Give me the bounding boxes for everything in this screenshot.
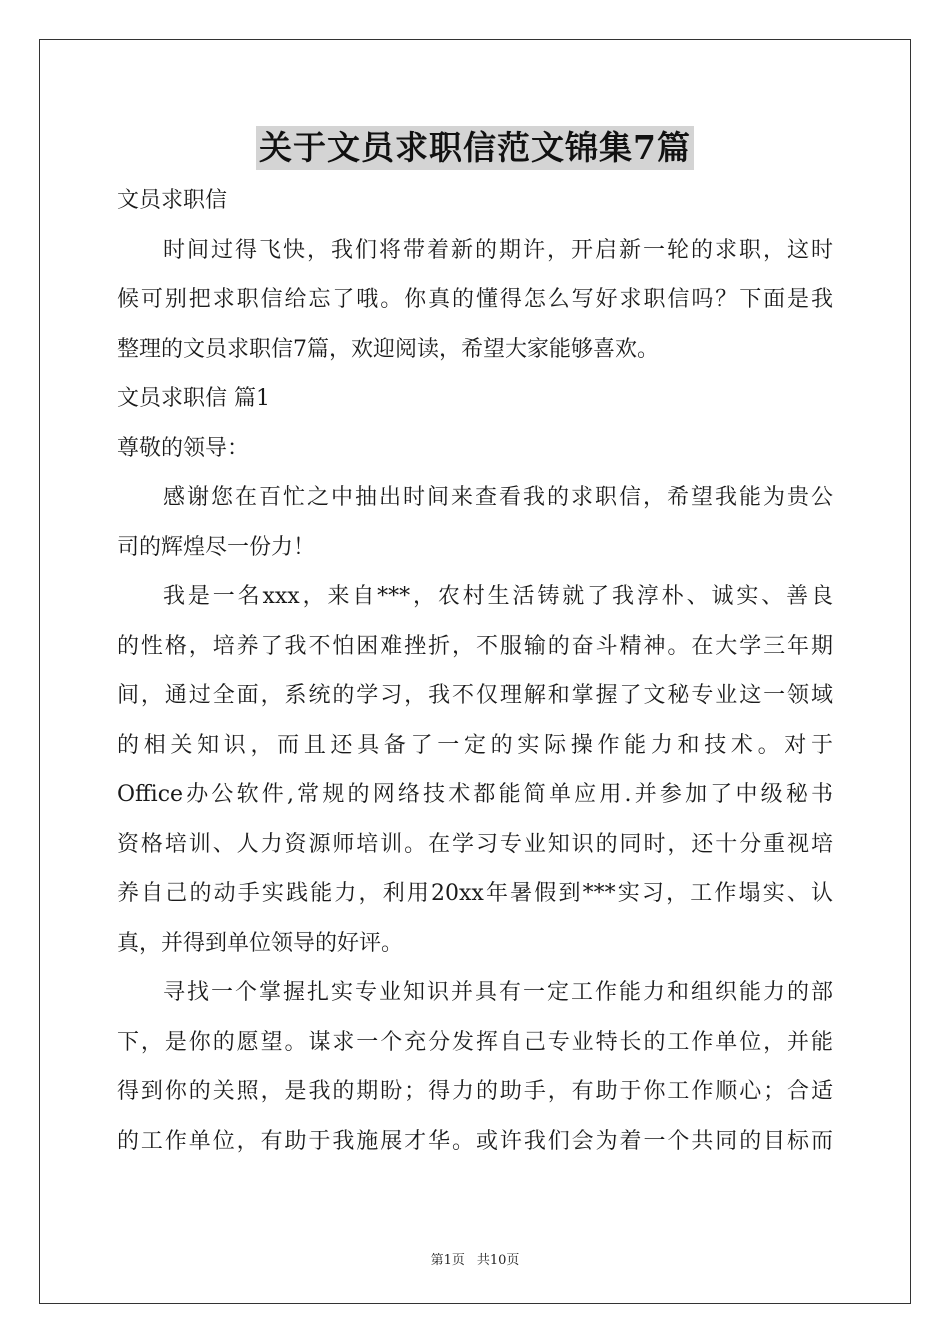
section-heading: 文员求职信 篇1 [117, 386, 270, 411]
body-line: 时间过得飞快，我们将带着新的期许，开启新一轮的求职，这时 [163, 237, 833, 263]
body-line: 文员求职信 [117, 188, 228, 213]
document-body [117, 176, 833, 1166]
body-line: 感谢您在百忙之中抽出时间来查看我的求职信，希望我能为贵公 [163, 485, 833, 510]
body-line: Office办公软件,常规的网络技术都能简单应用.并参加了中级秘书 [117, 782, 833, 807]
body-line: 候可别把求职信给忘了哦。你真的懂得怎么写好求职信吗？下面是我 [117, 287, 833, 312]
body-line: 的性格，培养了我不怕困难挫折，不服输的奋斗精神。在大学三年期 [117, 633, 833, 659]
document-title: 关于文员求职信范文锦集7篇 [256, 126, 694, 170]
body-line: 寻找一个掌握扎实专业知识并具有一定工作能力和组织能力的部 [163, 980, 833, 1005]
body-line: 真，并得到单位领导的好评。 [117, 930, 404, 956]
body-line: 司的辉煌尽一份力！ [117, 534, 316, 560]
page-footer [0, 1249, 950, 1268]
title-wrapper [0, 126, 950, 170]
salutation: 尊敬的领导： [117, 435, 250, 461]
body-line: 间，通过全面，系统的学习，我不仅理解和掌握了文秘专业这一领域 [117, 683, 833, 708]
body-line: 整理的文员求职信7篇，欢迎阅读，希望大家能够喜欢。 [117, 336, 659, 362]
body-line: 资格培训、人力资源师培训。在学习专业知识的同时，还十分重视培 [117, 831, 833, 857]
body-line: 的相关知识，而且还具备了一定的实际操作能力和技术。对于 [117, 732, 833, 758]
body-line: 下，是你的愿望。谋求一个充分发挥自己专业特长的工作单位，并能 [117, 1029, 833, 1055]
page-total: 共10页 [476, 1253, 520, 1268]
body-line: 养自己的动手实践能力，利用20xx年暑假到***实习，工作塌实、认 [117, 881, 833, 906]
body-line: 得到你的关照，是我的期盼；得力的助手，有助于你工作顺心；合适 [117, 1079, 833, 1104]
page-number: 第1页 [430, 1253, 465, 1268]
body-line: 的工作单位，有助于我施展才华。或许我们会为着一个共同的目标而 [117, 1128, 833, 1154]
body-line: 我是一名xxx，来自***，农村生活铸就了我淳朴、诚实、善良 [163, 584, 833, 609]
